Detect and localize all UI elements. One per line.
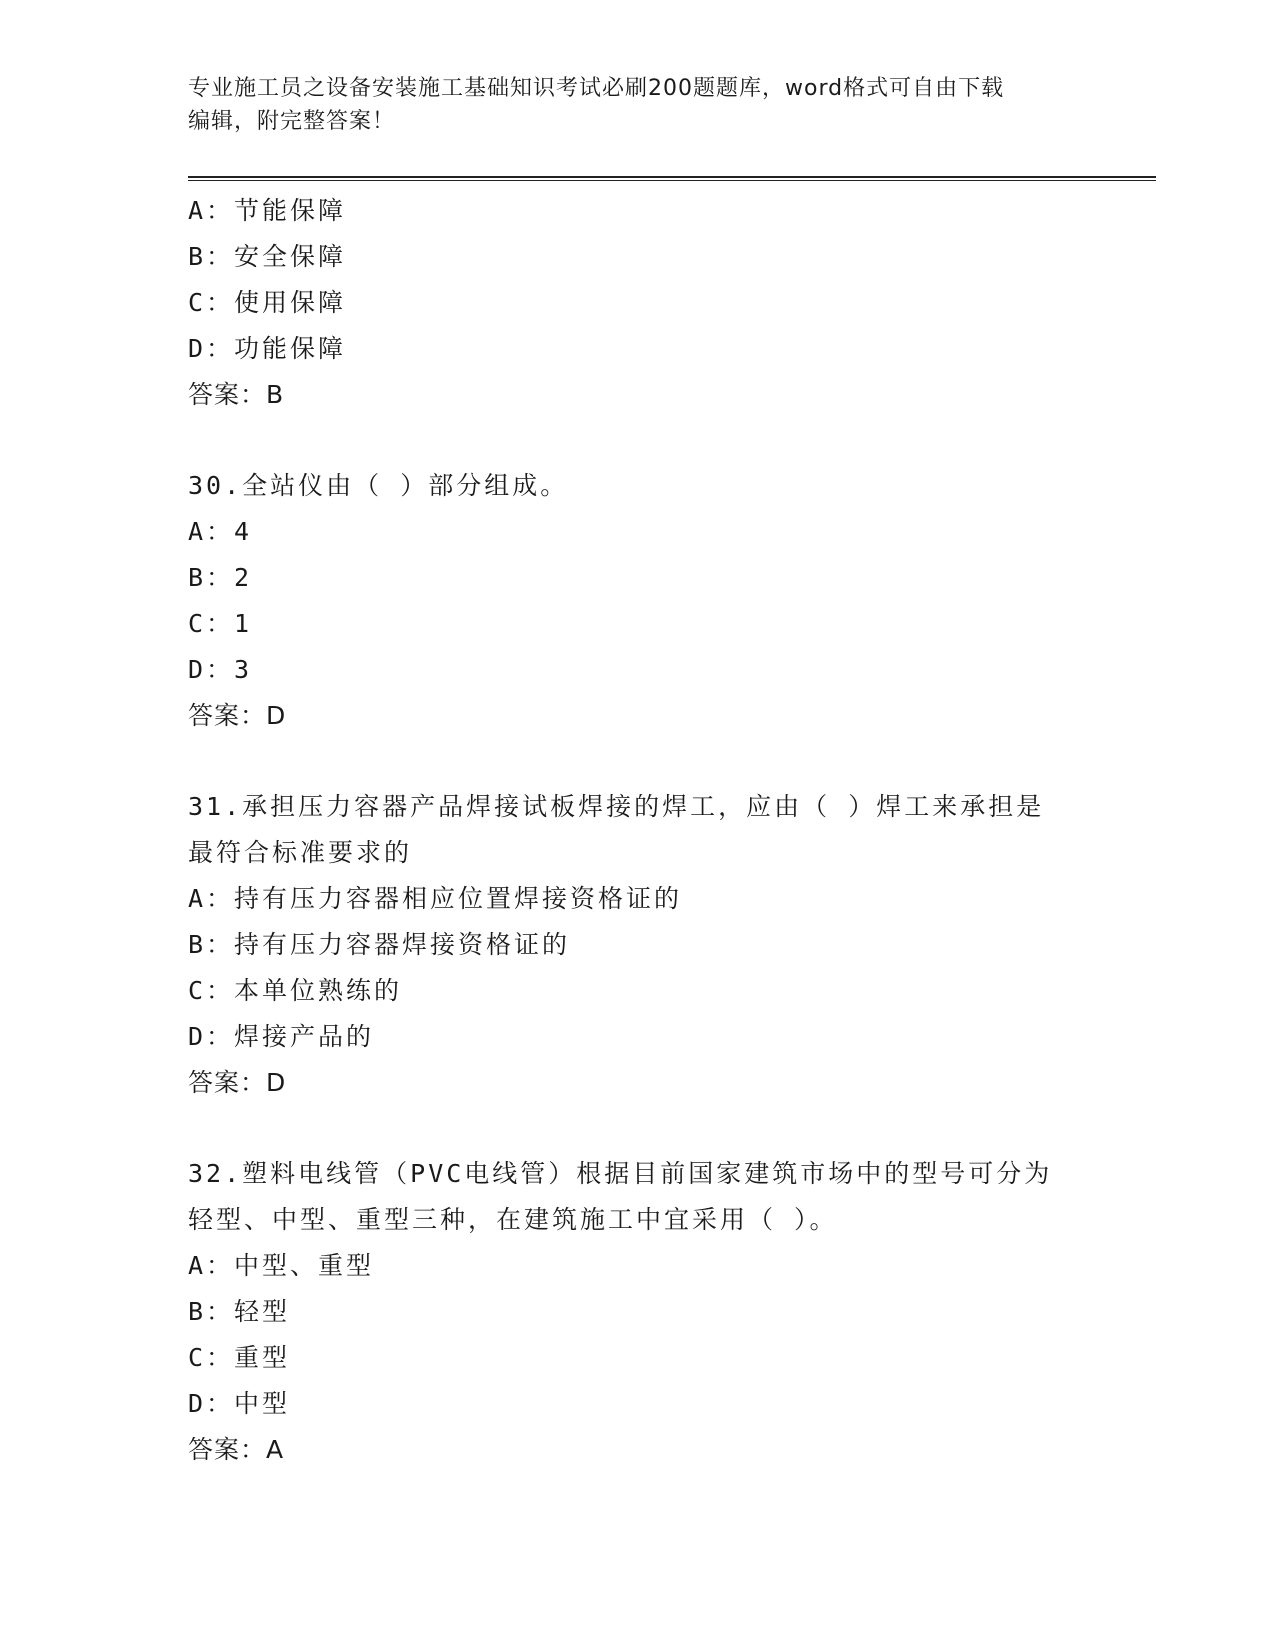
answer-line: 答案：A xyxy=(188,1435,285,1464)
question-31 xyxy=(188,784,1088,1106)
question-text-line-2: 最符合标准要求的 xyxy=(188,838,413,867)
option-a: A：中型、重型 xyxy=(188,1251,375,1280)
question-30 xyxy=(188,463,1088,739)
option-c: C：本单位熟练的 xyxy=(188,976,403,1005)
option-c: C：1 xyxy=(188,609,253,638)
question-text: 30.全站仪由（ ）部分组成。 xyxy=(188,471,569,500)
spacer xyxy=(188,1106,1088,1151)
header-title-line-1: 专业施工员之设备安装施工基础知识考试必刷200题题库，word格式可自由下载 xyxy=(188,76,1005,101)
header-title-line-2: 编辑，附完整答案！ xyxy=(188,109,396,134)
option-b: B：轻型 xyxy=(188,1297,291,1326)
header-divider xyxy=(188,176,1156,181)
document-header xyxy=(188,72,1088,138)
question-29-continued xyxy=(188,188,1088,418)
answer-line: 答案：B xyxy=(188,380,285,409)
option-c: C：重型 xyxy=(188,1343,291,1372)
option-d: D：焊接产品的 xyxy=(188,1022,375,1051)
question-text-line-1: 31.承担压力容器产品焊接试板焊接的焊工，应由（ ）焊工来承担是 xyxy=(188,792,1045,821)
option-a: A：4 xyxy=(188,517,253,546)
option-d: D：中型 xyxy=(188,1389,291,1418)
spacer xyxy=(188,418,1088,463)
answer-line: 答案：D xyxy=(188,701,287,730)
option-a: A：节能保障 xyxy=(188,196,347,225)
spacer xyxy=(188,739,1088,784)
option-a: A：持有压力容器相应位置焊接资格证的 xyxy=(188,884,683,913)
option-d: D：3 xyxy=(188,655,253,684)
question-text-line-1: 32.塑料电线管（PVC电线管）根据目前国家建筑市场中的型号可分为 xyxy=(188,1159,1053,1188)
option-d: D：功能保障 xyxy=(188,334,347,363)
question-32 xyxy=(188,1151,1088,1473)
answer-line: 答案：D xyxy=(188,1068,287,1097)
question-list xyxy=(188,188,1088,1473)
question-text-line-2: 轻型、中型、重型三种，在建筑施工中宜采用（ ）。 xyxy=(188,1205,838,1234)
option-b: B：安全保障 xyxy=(188,242,347,271)
option-b: B：2 xyxy=(188,563,253,592)
option-c: C：使用保障 xyxy=(188,288,347,317)
option-b: B：持有压力容器焊接资格证的 xyxy=(188,930,571,959)
